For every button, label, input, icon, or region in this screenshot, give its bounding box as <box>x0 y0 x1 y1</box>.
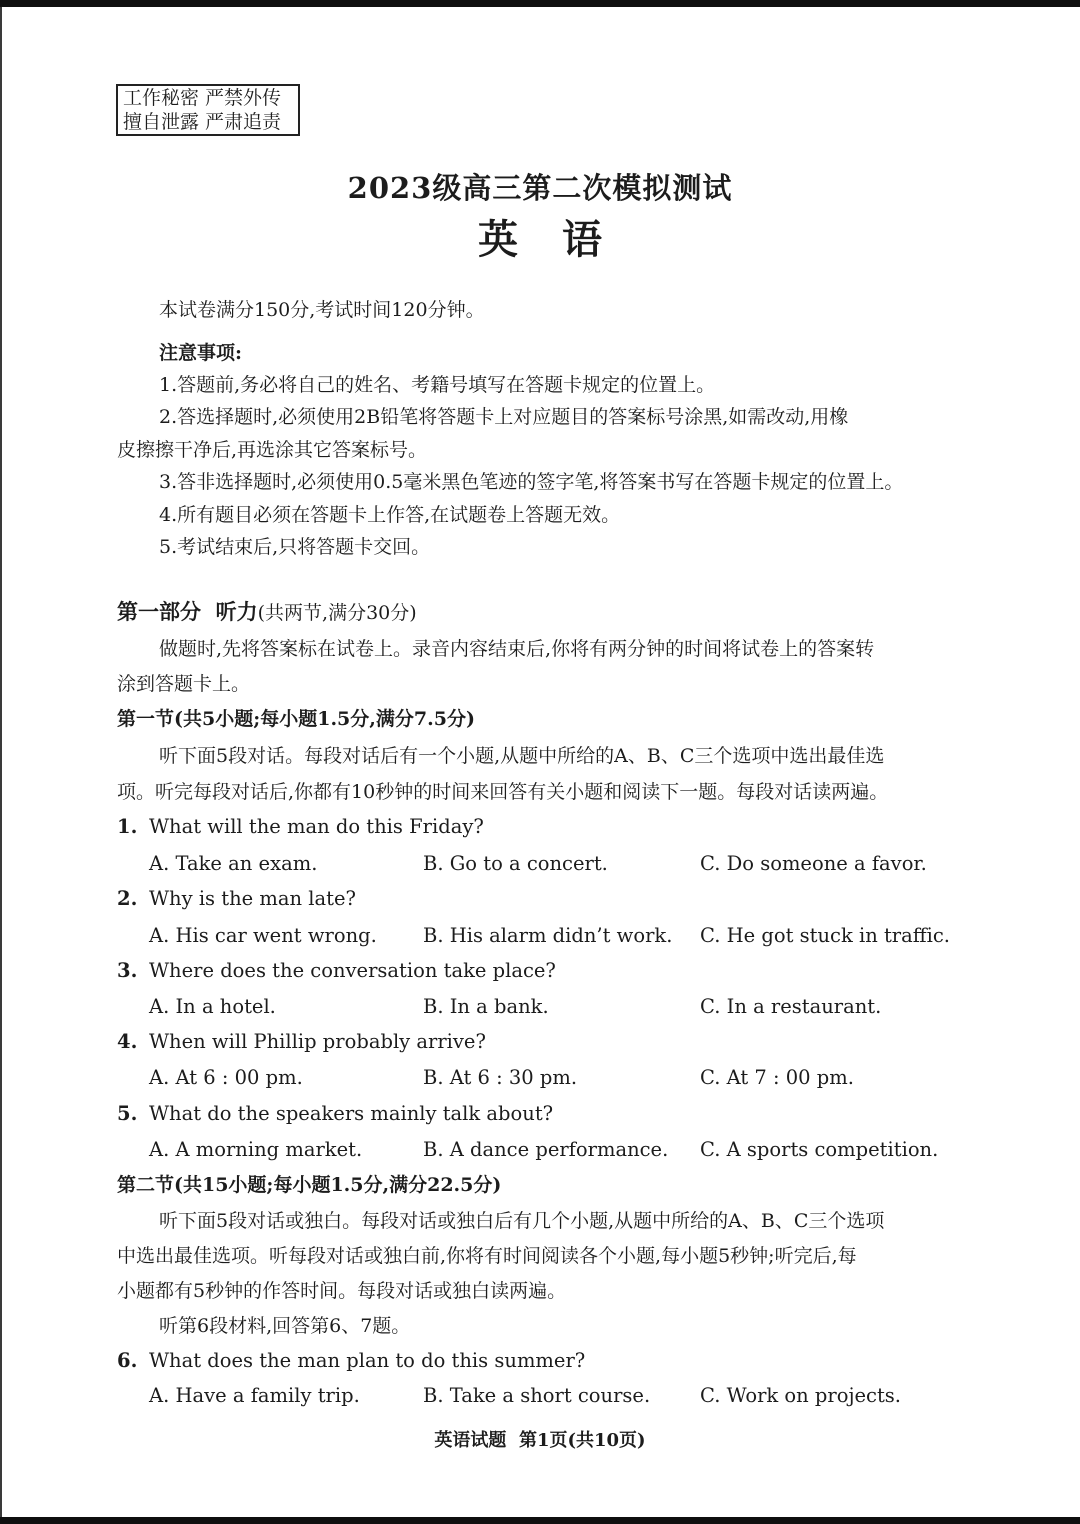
section1-instruction: 听下面5段对话。每段对话后有一个小题,从题中所给的A、B、C三个选项中选出最佳选 <box>159 745 885 767</box>
question-5 <box>117 1102 553 1126</box>
question-text: What do the speakers mainly talk about? <box>149 1102 554 1125</box>
notice-item-4: 4.所有题目必须在答题卡上作答,在试题卷上答题无效。 <box>159 504 621 526</box>
exam-title: 2023级高三第二次模拟测试 <box>347 171 733 205</box>
question-number: 2. <box>117 887 138 910</box>
section1-instruction-cont: 项。听完每段对话后,你都有10秒钟的时间来回答有关小题和阅读下一题。每段对话读两遍。 <box>117 781 889 803</box>
intro-text: 本试卷满分150分,考试时间120分钟。 <box>159 299 485 321</box>
bottom-border <box>0 1517 1080 1524</box>
question-text: When will Phillip probably arrive? <box>149 1030 486 1053</box>
notice-item-1: 1.答题前,务必将自己的姓名、考籍号填写在答题卡规定的位置上。 <box>159 374 716 396</box>
section2-instruction-cont-2: 小题都有5秒钟的作答时间。每段对话或独白读两遍。 <box>117 1280 567 1302</box>
material-instruction: 听第6段材料,回答第6、7题。 <box>159 1315 411 1337</box>
q5-option-b: B. A dance performance. <box>423 1138 669 1161</box>
question-2 <box>117 887 356 911</box>
section2-instruction-cont-1: 中选出最佳选项。听每段对话或独白前,你将有时间阅读各个小题,每小题5秒钟;听完后,每 <box>117 1245 857 1267</box>
q2-option-b: B. His alarm didn’t work. <box>423 924 673 947</box>
question-4 <box>117 1030 486 1054</box>
question-number: 1. <box>117 815 138 838</box>
q2-option-c: C. He got stuck in traffic. <box>700 924 950 947</box>
question-text: What does the man plan to do this summer? <box>149 1349 586 1372</box>
question-number: 3. <box>117 959 138 982</box>
q4-option-a: A. At 6 : 00 pm. <box>149 1066 303 1089</box>
question-3 <box>117 959 556 983</box>
question-text: Why is the man late? <box>149 887 356 910</box>
question-number: 6. <box>117 1349 138 1372</box>
part1-detail: (共两节,满分30分) <box>257 602 417 624</box>
q5-option-a: A. A morning market. <box>149 1138 363 1161</box>
question-text: What will the man do this Friday? <box>149 815 484 838</box>
part1-instruction: 做题时,先将答案标在试卷上。录音内容结束后,你将有两分钟的时间将试卷上的答案转 <box>159 638 875 660</box>
q1-option-a: A. Take an exam. <box>149 852 318 875</box>
q6-option-a: A. Have a family trip. <box>149 1384 360 1407</box>
confidential-line-1: 工作秘密 严禁外传 <box>123 87 282 109</box>
section2-instruction: 听下面5段对话或独白。每段对话或独白后有几个小题,从题中所给的A、B、C三个选项 <box>159 1210 885 1232</box>
q3-option-c: C. In a restaurant. <box>700 995 882 1018</box>
question-number: 5. <box>117 1102 138 1125</box>
q5-option-c: C. A sports competition. <box>700 1138 939 1161</box>
q3-option-b: B. In a bank. <box>423 995 549 1018</box>
notice-item-5: 5.考试结束后,只将答题卡交回。 <box>159 536 431 558</box>
exam-subject: 英语 <box>478 217 646 263</box>
confidential-line-2: 擅自泄露 严肃追责 <box>123 111 282 133</box>
q2-option-a: A. His car went wrong. <box>149 924 377 947</box>
q6-option-b: B. Take a short course. <box>423 1384 651 1407</box>
part1-instruction-cont: 涂到答题卡上。 <box>117 673 251 695</box>
notice-item-2: 2.答选择题时,必须使用2B铅笔将答题卡上对应题目的答案标号涂黑,如需改动,用橡 <box>159 406 849 428</box>
question-text: Where does the conversation take place? <box>149 959 556 982</box>
notice-item-2-cont: 皮擦擦干净后,再选涂其它答案标号。 <box>117 439 428 461</box>
part1-label: 第一部分 听力 <box>117 599 258 624</box>
top-border <box>0 0 1080 7</box>
question-number: 4. <box>117 1030 138 1053</box>
section1-heading: 第一节(共5小题;每小题1.5分,满分7.5分) <box>117 708 475 730</box>
section2-heading: 第二节(共15小题;每小题1.5分,满分22.5分) <box>117 1174 502 1196</box>
notice-heading: 注意事项: <box>159 342 243 364</box>
q1-option-b: B. Go to a concert. <box>423 852 608 875</box>
q3-option-a: A. In a hotel. <box>149 995 276 1018</box>
q4-option-b: B. At 6 : 30 pm. <box>423 1066 578 1089</box>
confidential-stamp <box>116 84 300 136</box>
q1-option-c: C. Do someone a favor. <box>700 852 927 875</box>
part1-heading <box>117 600 967 625</box>
question-6 <box>117 1349 585 1373</box>
notice-item-3: 3.答非选择题时,必须使用0.5毫米黑色笔迹的签字笔,将答案书写在答题卡规定的位置上。 <box>159 471 904 493</box>
page-footer: 英语试题 第1页(共10页) <box>434 1430 646 1451</box>
q6-option-c: C. Work on projects. <box>700 1384 902 1407</box>
question-1 <box>117 815 484 839</box>
q4-option-c: C. At 7 : 00 pm. <box>700 1066 854 1089</box>
